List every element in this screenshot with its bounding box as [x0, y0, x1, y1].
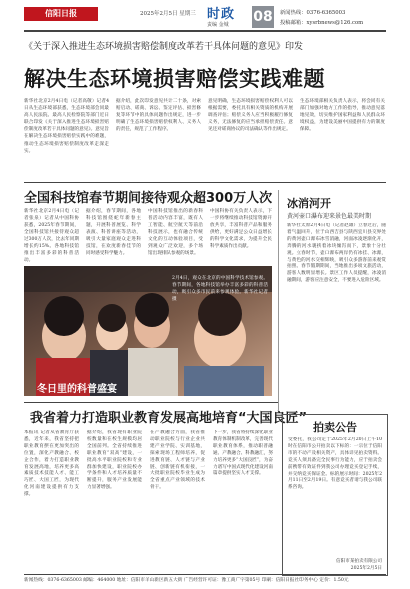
museum-column-2: 据介绍，春节期间，各地科技馆围绕蛇年新春主题，开展科普展览、科学表演、科普讲座等活动，吸引大量家庭观众走进科技馆，在欢度新春佳节的同时感受科学魅力。 [86, 209, 141, 256]
column-divider [278, 190, 279, 410]
lead-column-1: 新华社北京2月4日电（记者高敬）记者4日从生态环境部获悉，生态环境部会同最高人民法院、最高人民检察院等部门近日联合印发《关于深入推进生态环境损害赔偿制度改革若干具体问题的意见》。意见旨在解决生态环境损害赔偿实践中的难题，推动生态环境损害赔偿制度改革走深走实。 [24, 99, 109, 154]
page-number: 08 [252, 6, 274, 28]
lead-kicker: 《关于深入推进生态环境损害赔偿制度改革若干具体问题的意见》印发 [24, 42, 304, 52]
section-divider [24, 182, 386, 183]
edu-headline: 我省着力打造职业教育发展高地培育“大国良匠” [30, 411, 308, 426]
section-title: 时政 [207, 7, 236, 22]
lead-headline: 解决生态环境损害赔偿实践难题 [24, 67, 325, 91]
lead-body [24, 98, 386, 178]
footer-rule [24, 574, 386, 575]
notice-title: 拍卖公告 [313, 421, 357, 434]
side-headline: 冰消河开 [287, 197, 331, 210]
museum-column-4: 中国科协有关负责人表示，下一步将继续推动科技馆资源开放共享，丰富科普产品和服务供给，更好满足公众日益增长的科学文化需求，为提升全民科学素质作出贡献。 [210, 209, 272, 249]
edu-divider [24, 402, 278, 403]
contact-hotline: 新闻热线：0376-6365003 [280, 10, 346, 16]
auction-notice [282, 414, 388, 576]
edu-column-1: 本报讯 记者从省教育厅获悉，近年来，我省坚持把职业教育摆在更加突出的位置，深化产教融合、校企合作，着力打造职业教育发展高地，培养更多高素质技术技能人才、能工巧匠、大国工匠，为现代化河南建设提供有力支撑。 [24, 430, 79, 498]
lead-column-4: 生态环境部相关负责人表示，将会同有关部门加强对地方工作的指导，推动意见落地见效，切实维护国家利益和人民群众环境权益，为建设美丽中国提供有力的制度保障。 [300, 99, 385, 133]
museum-column-3: 中国科技馆推出的新春科普活动内容丰富，既有人工智能、航空航天等前沿科技展示，也有融合传统文化的互动体验项目，受到观众广泛欢迎，多个场馆出现排队参观的场景。 [148, 209, 203, 256]
edu-column-4: 下一步，我省将持续深化职业教育体制机制改革，完善现代职业教育体系，推动职普融通、产教融合、科教融汇，努力培养更多“大国良匠”，为奋力谱写中国式现代化建设河南篇章提供坚实人才支撑。 [213, 430, 273, 477]
museum-column-1: 新华社北京2月4日电（记者张泉）记者从中国科协获悉，2025年春节期间，全国科技馆共接待观众超过300万人次，比去年同期增长约15%。各地科技馆推出丰富多彩的科普活动。 [24, 209, 79, 263]
lead-column-3: 意见明确，生态环境损害赔偿权利人可以根据需要，委托具有相关资质的机构开展调查评估；赔偿义务人应当积极履行修复义务，无法修复的应当承担赔偿责任。意见还对磋商协议的司法确认等作出规定。 [208, 99, 293, 133]
photo-title: 冬日里的科普盛宴 [37, 384, 117, 395]
side-subheadline: 黄河壶口瀑布迎来景色最美时期 [287, 213, 372, 220]
museum-headline: 全国科技馆春节期间接待观众超300万人次 [24, 191, 273, 206]
edu-column-2: 据介绍，我省现有职业院校数量和在校生规模均居全国前列。全省持续推进职业教育“双高”建设，一批高水平职业院校和专业群加快建设，职业院校办学条件和人才培养质量不断提升，服务产业发展能力显著增强。 [87, 430, 142, 491]
side-body: 新华社太原2月4日电（记者赵雄）立春过后，随着气温回升，位于山西吉县与陕西宜川县交界处的黄河壶口瀑布冰雪消融，河面冰凌逐渐化开，奔腾的河水裹挟着冰块倾泻而下，景象十分壮观。立春时节，壶口瀑布两岸仍有冰挂、冰瀑，与黄色的河水交相辉映，吸引众多游客前来观赏拍照。春节假期期间，当地推出多项文旅活动，游客人数明显增长。景区工作人员提醒，冰凌消融期间，游客应注意安全，不要进入危险区域。 [287, 223, 386, 284]
masthead-rule [24, 30, 386, 32]
notice-signature: 信阳市某拍卖有限公司 2025年2月5日 [336, 559, 382, 571]
contact-email: 投稿邮箱：xysrbnews@126.com [280, 20, 364, 26]
notice-body: 受委托，我公司定于2025年2月20日上午10时在信阳市公开拍卖以下标的：一宗位于信阳市的不动产及相关资产，具体详见拍卖资料。竞买人须具备完全民事行为能力，应于拍卖会前携带有效证件到我公司办理竞买登记手续，并交纳竞买保证金。标的展示时间：2025年2月11日至2月19日。有意竞买者请与我公司联系咨询。 [288, 437, 382, 491]
issue-date: 2025年2月5日 星期三 [140, 11, 196, 17]
edu-column-3: 在产教融合方面，我省推动职业院校与行业企业共建产业学院、实训基地，探索现场工程师培养，促进教育链、人才链与产业链、创新链有机衔接，一大批职业院校毕业生成为全省重点产业领域的技术骨干。 [150, 430, 205, 491]
newspaper-logo: 信阳日报 [24, 7, 98, 21]
page-footer: 新闻热线：0376-6365003 邮编：464000 地址：信阳市羊山新区新五大街 广告经营许可证：豫工商广字第05号 印刷：信阳日报社印务中心 定价：1.50元 [24, 578, 349, 583]
section-editor: 责编 金城 [207, 22, 229, 28]
photo-caption: 2月4日，观众在北京的中国科学技术馆参观。春节期间，各地科技馆举办丰富多彩的科普活动，吸引众多市民前来参观体验。新华社记者 摄 [172, 276, 268, 302]
lead-column-2: 据介绍，此次印发意见共计二十条，对索赔启动、磋商、诉讼、鉴定评估、损害修复等环节中的具体问题作出规定，进一步明确了生态环境损害赔偿权利人、义务人的责任，规范了工作程序。 [116, 99, 201, 133]
